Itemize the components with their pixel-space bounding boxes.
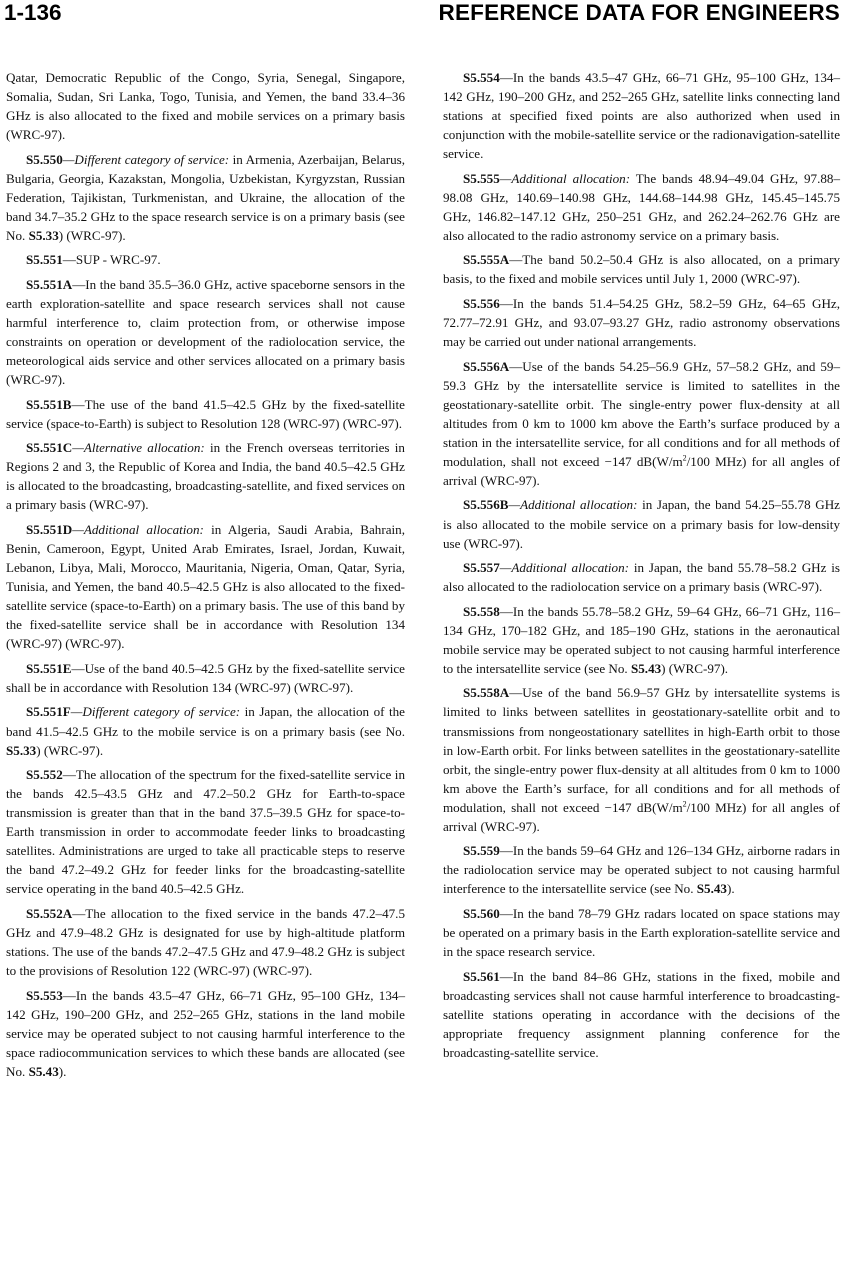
paragraph: S5.557—Additional allocation: in Japan, the band 55.78–58.2 GHz is also allocated to the radiolocation service on a primary basis (WRC-97). bbox=[443, 560, 840, 595]
paragraph: S5.561—In the band 84–86 GHz, stations in the fixed, mobile and broadcasting services shall not cause harmful interference to broadcasting-satellite stations operating in accordance with the decisions of the appropriate frequency assignment planning conference for the broadcasting-satellite service. bbox=[443, 968, 840, 1060]
left-column bbox=[6, 68, 405, 1086]
paragraph: S5.554—In the bands 43.5–47 GHz, 66–71 GHz, 95–100 GHz, 134–142 GHz, 190–200 GHz, and 252–265 GHz, satellite links connecting land stations at specified fixed points are also authorized when used in conjunction with the mobile-satellite service or the radionavigation-satellite service. bbox=[443, 70, 840, 162]
paragraph: S5.551A—In the band 35.5–36.0 GHz, active spaceborne sensors in the earth exploration-satellite and space research services shall not cause harmful interference to, claim protection from, or otherwise impose constraints on operation or development of the radiolocation service, the meteorological aids service and other services allocated on a primary basis (WRC-97). bbox=[6, 276, 405, 388]
running-title: REFERENCE DATA FOR ENGINEERS bbox=[438, 0, 840, 25]
page-header bbox=[4, 0, 840, 34]
paragraph: S5.551F—Different category of service: in Japan, the allocation of the band 41.5–42.5 GHz to the mobile service is on a primary basis (see No. S5.33) (WRC-97). bbox=[6, 704, 405, 758]
paragraph: S5.551—SUP - WRC-97. bbox=[26, 252, 161, 268]
paragraph: S5.559—In the bands 59–64 GHz and 126–134 GHz, airborne radars in the radiolocation service may be operated subject to not causing harmful interference to the intersatellite service (see No. S5.43). bbox=[443, 843, 840, 897]
right-column bbox=[443, 68, 840, 1067]
page-number: 1-136 bbox=[4, 0, 62, 25]
paragraph: S5.556A—Use of the bands 54.25–56.9 GHz, 57–58.2 GHz, and 59–59.3 GHz by the intersatellite service is limited to satellites in the geostationary-satellite orbit. The single-entry power flux-density at all altitudes from 0 km to 1000 km above the Earth’s surface produced by a station in the intersatellite service, for all conditions and for all methods of modulation, shall not exceed −147 $dB(W/m^2/100$ MHz) for all angles of arrival (WRC-97). bbox=[443, 358, 840, 488]
paragraph: S5.550—Different category of service: in Armenia, Azerbaijan, Belarus, Bulgaria, Georgia, Kazakstan, Mongolia, Uzbekistan, Kyrgyzstan, Russian Federation, Tajikistan, Turkmenistan, and Ukraine, the allocation of the band 34.7–35.2 GHz to the space research service is on a primary basis (see No. S5.33) (WRC-97). bbox=[6, 151, 405, 243]
paragraph: S5.552A—The allocation to the fixed service in the bands 47.2–47.5 GHz and 47.9–48.2 GHz is designated for use by high-altitude platform stations. The use of the bands 47.2–47.5 GHz and 47.9–48.2 GHz is subject to the provisions of Resolution 122 (WRC-97) (WRC-97). bbox=[6, 905, 405, 979]
paragraph: S5.551D—Additional allocation: in Algeria, Saudi Arabia, Bahrain, Benin, Cameroon, Egypt, United Arab Emirates, Israel, Jordan, Kuwait, Lebanon, Libya, Mali, Morocco, Mauritania, Nigeria, Oman, Qatar, Syria, Tunisia, and Yemen, the band 40.5–42.5 GHz is also allocated to the fixed-satellite service (space-to-Earth) on a primary basis. The use of this band by the fixed-satellite service shall be in accordance with Resolution 134 (WRC-97) (WRC-97). bbox=[6, 522, 405, 652]
paragraph: S5.551E—Use of the band 40.5–42.5 GHz by the fixed-satellite service shall be in accordance with Resolution 134 (WRC-97) (WRC-97). bbox=[6, 660, 405, 695]
paragraph: S5.552—The allocation of the spectrum for the fixed-satellite service in the bands 42.5–43.5 GHz and 47.2–50.2 GHz for Earth-to-space transmission is greater than that in the band 37.5–39.5 GHz for space-to-Earth transmission in order to accommodate feeder links to broadcasting satellites. Administrations are urged to take all practicable steps to reserve the band 47.2–49.2 GHz for feeder links for the broadcasting-satellite service operating in the band 40.5–42.5 GHz. bbox=[6, 767, 405, 897]
paragraph: S5.556—In the bands 51.4–54.25 GHz, 58.2–59 GHz, 64–65 GHz, 72.77–72.91 GHz, and 93.07–93.27 GHz, radio astronomy observations may be carried out under national arrangements. bbox=[443, 296, 840, 350]
paragraph: S5.553—In the bands 43.5–47 GHz, 66–71 GHz, 95–100 GHz, 134–142 GHz, 190–200 GHz, and 252–265 GHz, stations in the land mobile service may be operated subject to not causing harmful interference to the space radiocommunication services to which these bands are allocated (see No. S5.43). bbox=[6, 987, 405, 1079]
paragraph: S5.558A—Use of the band 56.9–57 GHz by intersatellite systems is limited to links between satellites in geostationary-satellite orbit and to transmissions from nongeostationary satellites in high-Earth orbit to those in low-Earth orbit. For links between satellites in the geostationary-satellite orbit, the single-entry power flux-density at all altitudes from 0 km to 1000 km above the Earth’s surface, for all conditions and for all methods of modulation, shall not exceed −147 $dB(W/m^2/100$ MHz) for all angles of arrival (WRC-97). bbox=[443, 685, 840, 834]
paragraph: S5.551B—The use of the band 41.5–42.5 GHz by the fixed-satellite service (space-to-Earth) is subject to Resolution 128 (WRC-97) (WRC-97). bbox=[6, 396, 405, 431]
paragraph: S5.560—In the band 78–79 GHz radars located on space stations may be operated on a primary basis in the Earth exploration-satellite service and in the space research service. bbox=[443, 905, 840, 960]
paragraph: Qatar, Democratic Republic of the Congo, Syria, Senegal, Singapore, Somalia, Sudan, Sri Lanka, Togo, Tunisia, and Yemen, the band 33.4–36 GHz is also allocated to the fixed and mobile services on a primary basis (WRC-97). bbox=[6, 70, 405, 143]
paragraph: S5.555—Additional allocation: The bands 48.94–49.04 GHz, 97.88–98.08 GHz, 140.69–140.98 GHz, 144.68–144.98 GHz, 145.45–145.75 GHz, 146.82–147.12 GHz, 250–251 GHz, and 262.24–262.76 GHz are also allocated to the radio astronomy service on a primary basis. bbox=[443, 170, 840, 243]
paragraph: S5.556B—Additional allocation: in Japan, the band 54.25–55.78 GHz is also allocated to the mobile service on a primary basis for low-density use (WRC-97). bbox=[443, 497, 840, 551]
paragraph: S5.555A—The band 50.2–50.4 GHz is also allocated, on a primary basis, to the fixed and mobile services until July 1, 2000 (WRC-97). bbox=[443, 252, 840, 287]
paragraph: S5.551C—Alternative allocation: in the French overseas territories in Regions 2 and 3, the Republic of Korea and India, the band 40.5–42.5 GHz is allocated to the broadcasting, broadcasting-satellite, and fixed services on a primary basis (WRC-97). bbox=[6, 440, 405, 513]
paragraph: S5.558—In the bands 55.78–58.2 GHz, 59–64 GHz, 66–71 GHz, 116–134 GHz, 170–182 GHz, and 185–190 GHz, stations in the aeronautical mobile service may be operated subject to not causing harmful interference to the intersatellite service (see No. S5.43) (WRC-97). bbox=[443, 603, 840, 676]
